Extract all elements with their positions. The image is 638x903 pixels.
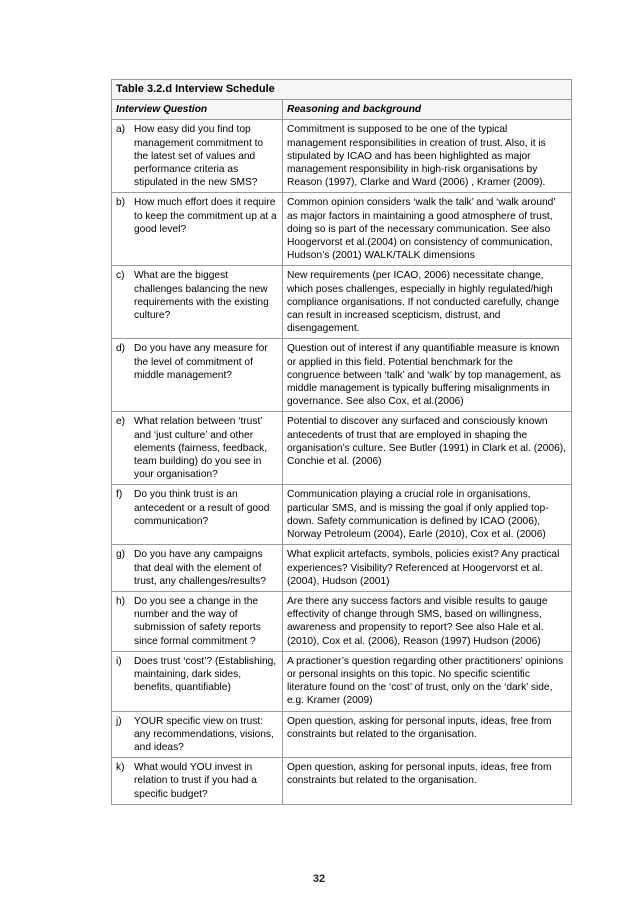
column-header-reasoning: Reasoning and background [283, 100, 572, 120]
question-text: What are the biggest challenges balancing the new requirements with the existing culture? [134, 270, 269, 322]
question-letter: h) [116, 595, 126, 607]
question-cell [112, 591, 283, 651]
table-row [112, 193, 572, 266]
question-cell [112, 758, 283, 805]
page-number: 32 [312, 873, 326, 885]
question-letter: d) [116, 343, 126, 355]
question-cell [112, 485, 283, 545]
reasoning-cell: Open question, asking for personal inputs, ideas, free from constraints but related to the organisation. [283, 758, 572, 805]
reasoning-cell: Potential to discover any surfaced and consciously known antecedents of trust that are employed in shaping the organisation’s culture. See Butler (1991) in Clark et al. (2006), Conchie et al. (2006) [283, 412, 572, 485]
question-letter: k) [116, 762, 125, 774]
table-row [112, 651, 572, 711]
question-text: Do you see a change in the number and the way of submission of safety reports since formal commitment ? [134, 595, 261, 647]
question-cell [112, 120, 283, 193]
question-cell [112, 651, 283, 711]
question-letter: i) [116, 655, 122, 667]
reasoning-cell: Open question, asking for personal inputs, ideas, free from constraints but related to the organisation. [283, 711, 572, 758]
question-text: Do you have any measure for the level of commitment of middle management? [134, 343, 268, 381]
table-row [112, 120, 572, 193]
question-letter: e) [116, 416, 126, 428]
reasoning-cell: Are there any success factors and visible results to gauge effectivity of change through SMS, based on willingness, awareness and propensity to report? See also Hale et al. (2010), Cox et al. (2006), Reason (1997) Hudson (2006) [283, 591, 572, 651]
table-row [112, 545, 572, 592]
question-letter: g) [116, 549, 126, 561]
reasoning-cell: New requirements (per ICAO, 2006) necessitate change, which poses challenges, especially in highly regulated/high compliance organisations. If not conducted carefully, change can result in increased scepticism, distrust, and disengagement. [283, 266, 572, 339]
table-row [112, 591, 572, 651]
table-caption-row [112, 80, 572, 100]
question-cell [112, 711, 283, 758]
question-cell [112, 339, 283, 412]
question-letter: a) [116, 124, 126, 136]
question-text: How much effort does it require to keep the commitment up at a good level? [134, 197, 277, 235]
question-letter: f) [116, 489, 123, 501]
table-row [112, 485, 572, 545]
question-letter: b) [116, 197, 126, 209]
question-cell [112, 266, 283, 339]
reasoning-cell: Common opinion considers ‘walk the talk’ and ‘walk around’ as major factors in maintaining a good atmosphere of trust, doing so is part of the necessary communication. See also Hoogervorst et al.(2004) on consistency of communication, Hudson’s (2001) WALK/TALK dimensions [283, 193, 572, 266]
reasoning-cell: A practioner’s question regarding other practitioners’ opinions or personal insights on this topic. No specific scientific literature found on the ‘cost’ of trust, only on the ‘dark’ side, e.g. Kramer (2009) [283, 651, 572, 711]
question-text: How easy did you find top management commitment to the latest set of values and performance criteria as stipulated in the new SMS? [134, 124, 264, 189]
table-row [112, 758, 572, 805]
reasoning-cell: Commitment is supposed to be one of the typical management responsibilities in creation of trust. Also, it is stipulated by ICAO and has been highlighted as major management responsibility in high-risk organisations by Reason (1997), Clarke and Ward (2006) , Kramer (2009). [283, 120, 572, 193]
question-cell [112, 193, 283, 266]
question-text: Does trust ‘cost’? (Establishing, maintaining, dark sides, benefits, quantifiable) [134, 655, 277, 694]
question-text: What relation between ‘trust’ and ‘just culture’ and other elements (fairness, feedback, team building) do you see in your organisation? [134, 416, 268, 481]
table-row [112, 339, 572, 412]
table-row [112, 412, 572, 485]
reasoning-cell: Communication playing a crucial role in organisations, particular SMS, and is missing the goal if only applied top-down. Safety communication is defined by ICAO (2006), Norway Petroleum (2004), Earle (2010), Cox et al. (2006) [283, 485, 572, 545]
question-cell [112, 545, 283, 592]
question-text: YOUR specific view on trust: any recommendations, visions, and ideas? [134, 715, 274, 753]
question-letter: j) [116, 715, 122, 727]
question-letter: c) [116, 270, 125, 282]
column-header-question: Interview Question [112, 100, 283, 120]
question-cell [112, 412, 283, 485]
reasoning-cell: What explicit artefacts, symbols, policies exist? Any practical experiences? Visibility? Referenced at Hoogervorst et al. (2004), Hudson (2001) [283, 545, 572, 592]
interview-schedule-table [111, 79, 572, 805]
table-row [112, 266, 572, 339]
question-text: Do you have any campaigns that deal with the element of trust, any challenges/results? [134, 549, 266, 587]
reasoning-cell: Question out of interest if any quantifiable measure is known or applied in this field. Potential benchmark for the congruence between ‘talk’ and ‘walk’ by top management, as middle management is typically buffering misalignments in governance. See also Cox, et al.(2006) [283, 339, 572, 412]
question-text: What would YOU invest in relation to trust if you had a specific budget? [134, 762, 257, 800]
table-caption: Table 3.2.d Interview Schedule [112, 80, 572, 100]
table-row [112, 711, 572, 758]
question-text: Do you think trust is an antecedent or a result of good communication? [134, 489, 270, 527]
table-header-row [112, 100, 572, 120]
